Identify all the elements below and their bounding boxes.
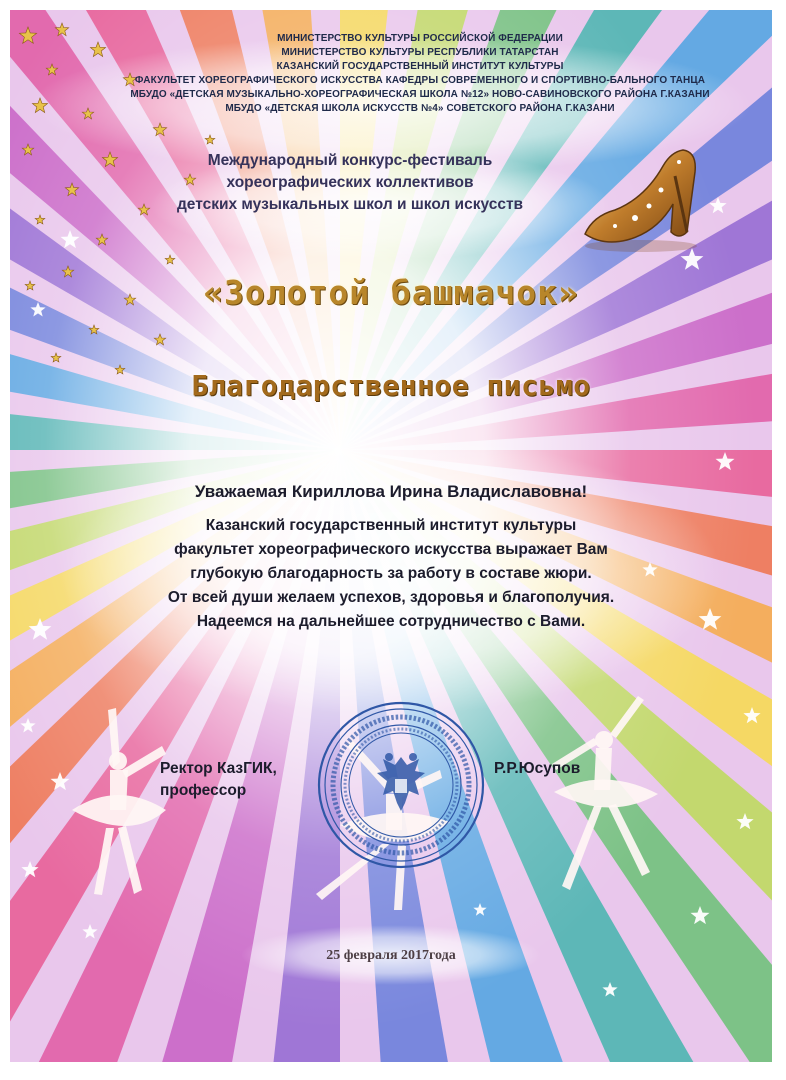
organizer-line-1: МИНИСТЕРСТВО КУЛЬТУРЫ РОССИЙСКОЙ ФЕДЕРАЦИИ	[277, 33, 563, 44]
organizer-line-5: МБУДО «ДЕТСКАЯ МУЗЫКАЛЬНО-ХОРЕОГРАФИЧЕСКАЯ ШКОЛА №12» НОВО-САВИНОВСКОГО РАЙОНА Г.КАЗАНИ	[130, 89, 710, 100]
festival-name: «Золотой башмачок»	[203, 273, 579, 312]
festival-line-1: Международный конкурс-фестиваль	[207, 152, 493, 169]
addressee: Уважаемая Кириллова Ирина Владиславовна!	[194, 482, 588, 501]
issue-date: 25 февраля 2017года	[326, 948, 456, 963]
organizer-line-4: ФАКУЛЬТЕТ ХОРЕОГРАФИЧЕСКОГО ИСКУССТВА КАФЕДРЫ СОВРЕМЕННОГО И СПОРТИВНО-БАЛЬНОГО ТАНЦА	[134, 75, 706, 86]
organizer-line-3: КАЗАНСКИЙ ГОСУДАРСТВЕННЫЙ ИНСТИТУТ КУЛЬТУРЫ	[276, 61, 564, 72]
document-title: Благодарственное письмо	[191, 369, 591, 402]
festival-line-3: детских музыкальных школ и школ искусств	[176, 196, 524, 213]
body-line-1: Казанский государственный институт культуры	[205, 517, 577, 534]
certificate	[10, 10, 772, 1062]
body-line-5: Надеемся на дальнейшее сотрудничество с Вами.	[196, 613, 586, 630]
body-line-4: От всей души желаем успехов, здоровья и благополучия.	[167, 589, 615, 606]
organizer-line-6: МБУДО «ДЕТСКАЯ ШКОЛА ИСКУССТВ №4» СОВЕТСКОГО РАЙОНА Г.КАЗАНИ	[225, 103, 615, 114]
signer-position-line-2: профессор	[160, 782, 247, 799]
signer-name: Р.Р.Юсупов	[494, 760, 581, 777]
official-seal-stamp	[315, 699, 487, 871]
organizer-line-2: МИНИСТЕРСТВО КУЛЬТУРЫ РЕСПУБЛИКИ ТАТАРСТАН	[281, 47, 559, 58]
body-line-3: глубокую благодарность за работу в составе жюри.	[190, 565, 592, 582]
festival-line-2: хореографических коллективов	[226, 174, 474, 191]
body-line-2: факультет хореографического искусства выражает Вам	[174, 541, 608, 558]
golden-shoe-icon	[575, 136, 705, 256]
signer-position-line-1: Ректор КазГИК,	[160, 760, 277, 777]
double-headed-eagle-icon	[377, 753, 425, 811]
